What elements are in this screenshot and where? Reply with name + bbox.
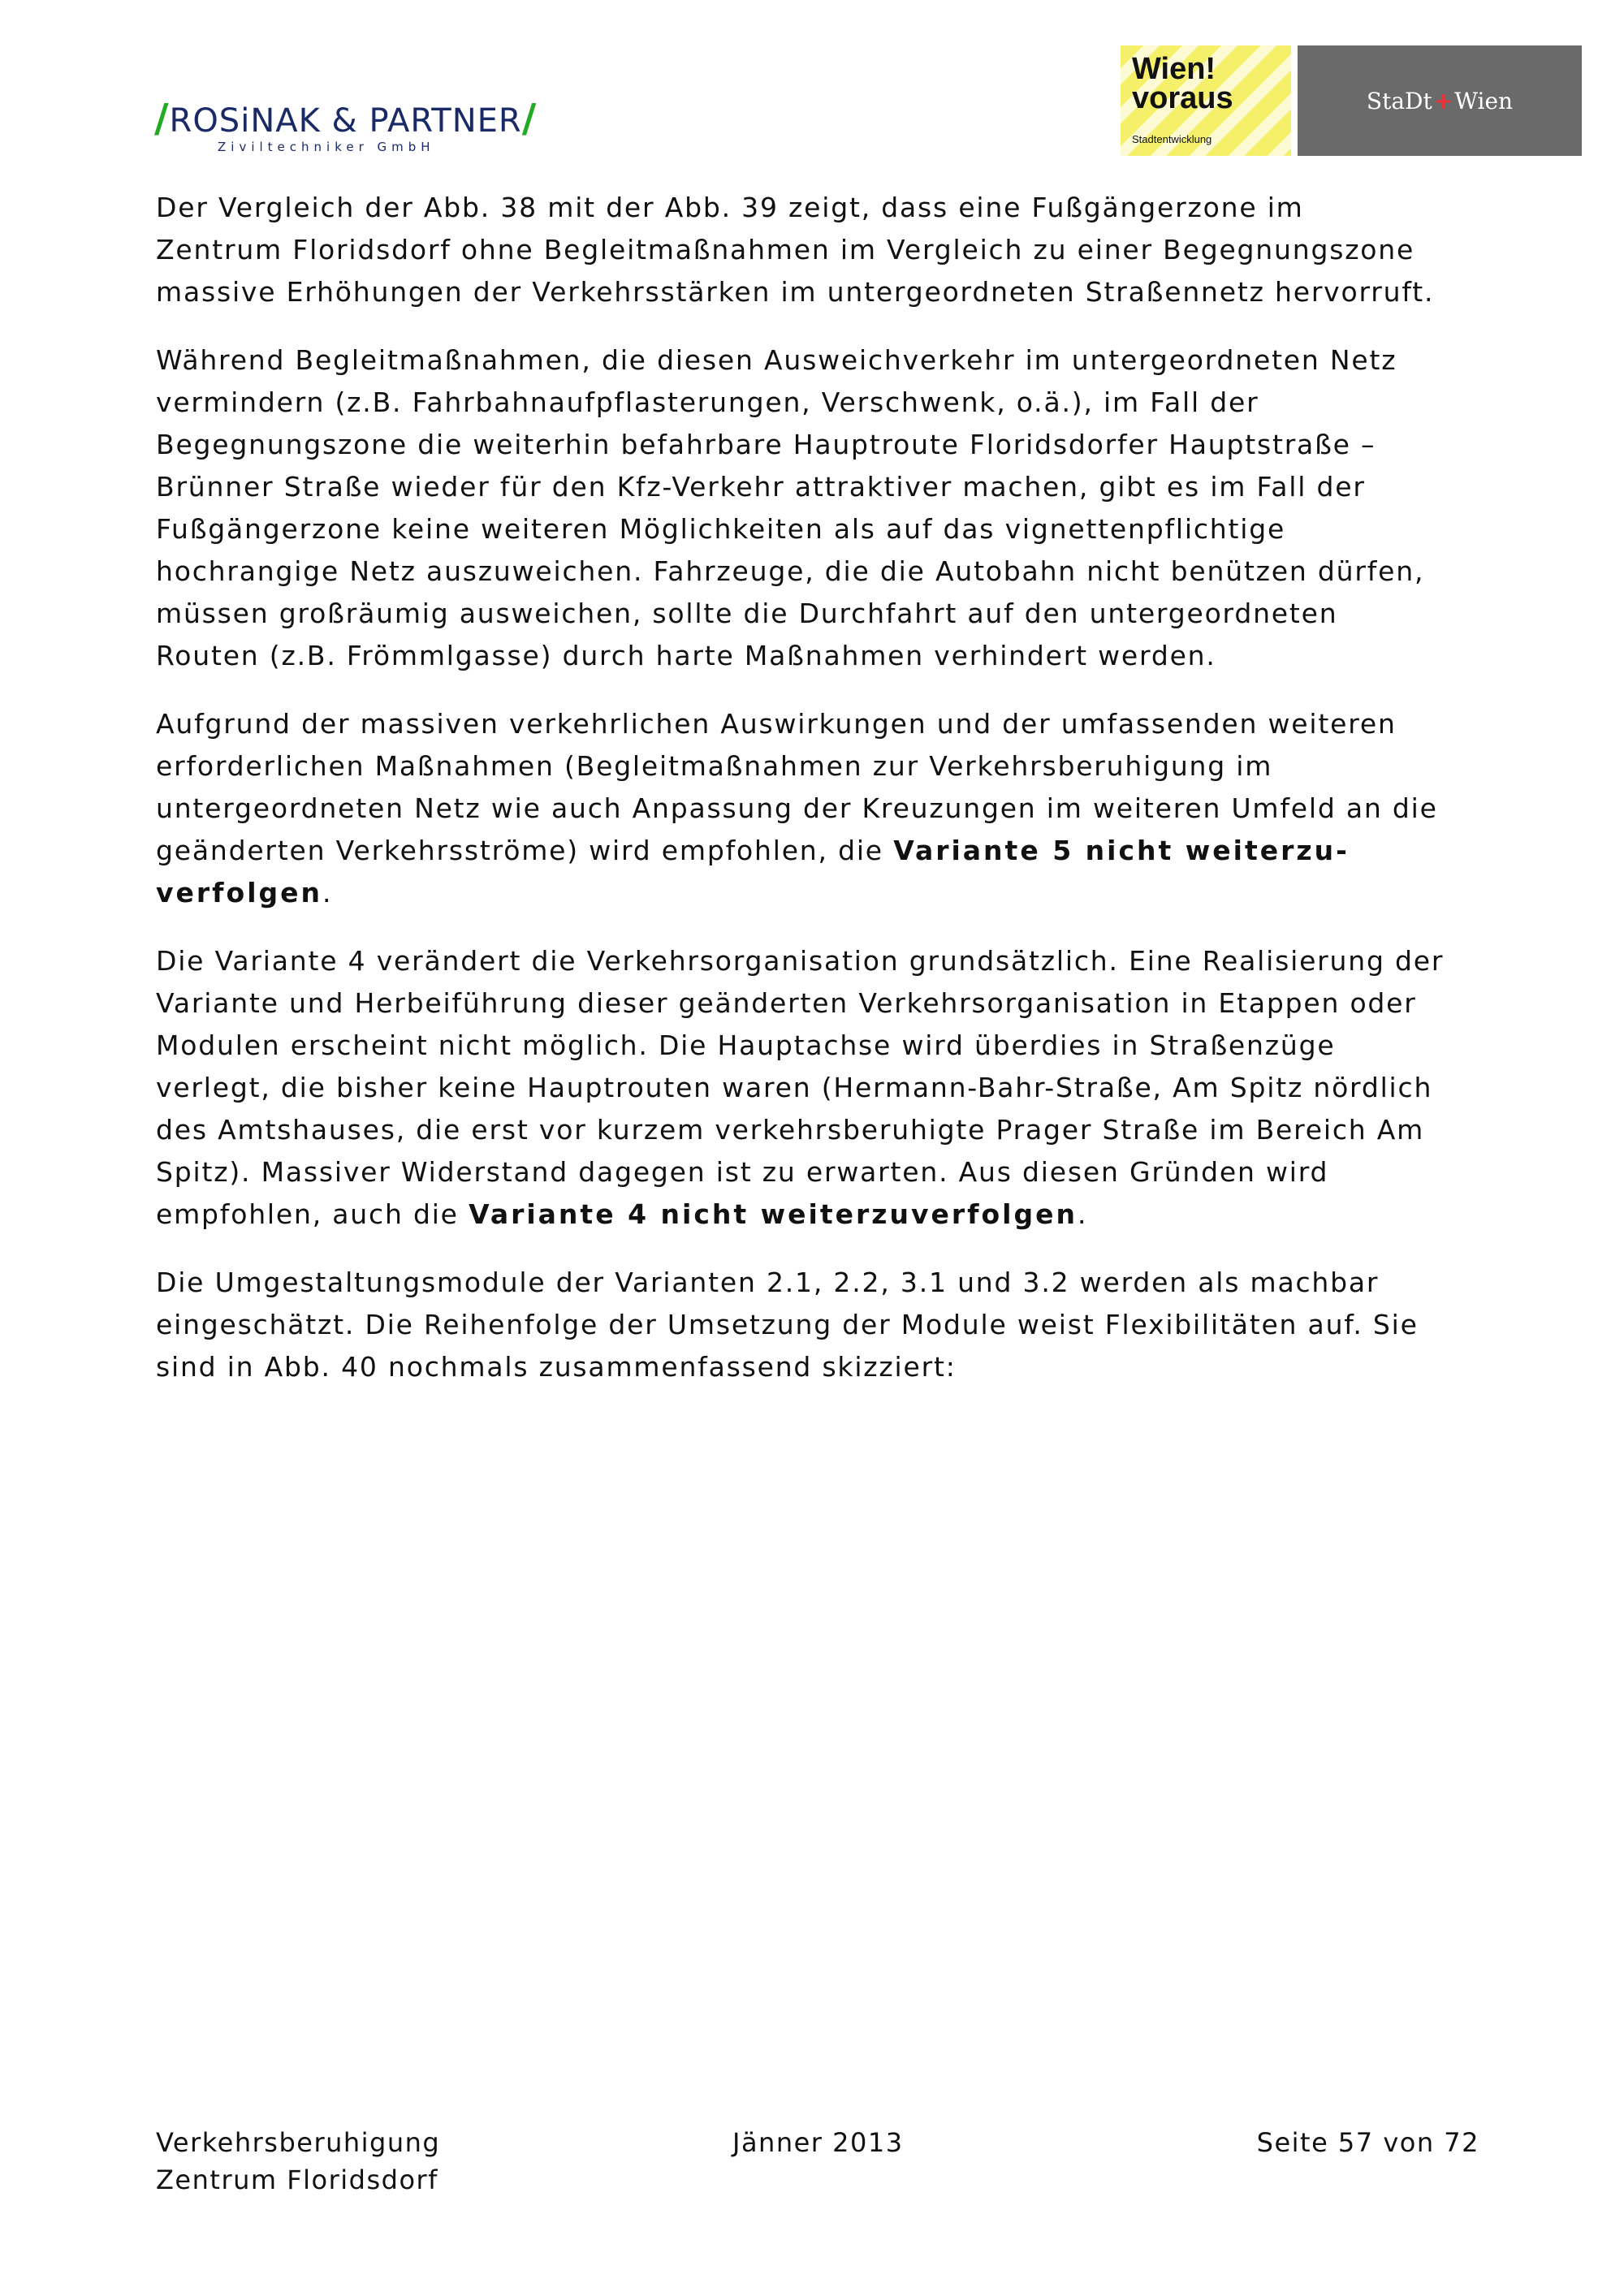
recommendation-variante-4: Variante 4 nicht weiterzuverfolgen	[469, 1198, 1078, 1230]
paragraph-2	[156, 339, 1496, 677]
text-line: Zentrum Floridsdorf ohne Begleitmaßnahmen im Vergleich zu einer Begegnungszone	[156, 234, 1415, 265]
text-line: des Amtshauses, die erst vor kurzem verkehrsberuhigte Prager Straße im Bereich Am	[156, 1114, 1425, 1146]
wien-voraus-logo	[1121, 45, 1291, 156]
wien-logos	[1121, 45, 1582, 156]
rosinak-logo-name: ROSiNAK & PARTNER	[169, 102, 522, 140]
paragraph-4	[156, 940, 1496, 1236]
footer-title-line1: Verkehrsberuhigung	[156, 2127, 441, 2158]
page-header	[0, 0, 1624, 179]
recommendation-variante-5-cont: verfolgen	[156, 877, 323, 908]
text-line: erforderlichen Maßnahmen (Begleitmaßnahmen zur Verkehrsberuhigung im	[156, 750, 1273, 782]
text-line	[156, 872, 1496, 914]
text-line: müssen großräumig ausweichen, sollte die Durchfahrt auf den untergeordneten	[156, 598, 1338, 629]
text-run: geänderten Verkehrsströme) wird empfohlen, die	[156, 835, 894, 866]
text-line: Fußgängerzone keine weiteren Möglichkeiten als auf das vignettenpflichtige	[156, 513, 1286, 545]
paragraph-3	[156, 703, 1496, 914]
wien-voraus-subtitle: Stadtentwicklung	[1132, 133, 1212, 145]
footer-title-line2: Zentrum Floridsdorf	[156, 2164, 438, 2195]
text-line: Begegnungszone die weiterhin befahrbare Hauptroute Floridsdorfer Hauptstraße –	[156, 429, 1376, 460]
rosinak-logo-subtitle: Ziviltechniker GmbH	[218, 140, 435, 154]
text-line: Modulen erscheint nicht möglich. Die Hauptachse wird überdies in Straßenzüge	[156, 1029, 1336, 1061]
document-body	[156, 187, 1496, 1414]
rosinak-partner-logo	[154, 96, 538, 164]
stadt-wien-wordmark	[1367, 88, 1513, 114]
text-line: eingeschätzt. Die Reihenfolge der Umsetzung der Module weist Flexibilitäten auf. Sie	[156, 1309, 1419, 1340]
stadt-wien-cross-icon: +	[1433, 87, 1453, 114]
logo-slash-right: /	[521, 96, 538, 141]
text-line: hochrangige Netz auszuweichen. Fahrzeuge, die die Autobahn nicht benützen dürfen,	[156, 555, 1425, 587]
footer-page-number: Seite 57 von 72	[1256, 2127, 1479, 2158]
text-line: Routen (z.B. Frömmlgasse) durch harte Maßnahmen verhindert werden.	[156, 640, 1216, 671]
text-line	[156, 830, 1496, 872]
text-line: untergeordneten Netz wie auch Anpassung der Kreuzungen im weiteren Umfeld an die	[156, 792, 1438, 824]
wien-voraus-line1: Wien!	[1132, 52, 1216, 86]
text-run: .	[1077, 1198, 1088, 1230]
text-line: Der Vergleich der Abb. 38 mit der Abb. 39 zeigt, dass eine Fußgängerzone im	[156, 192, 1304, 223]
text-line: Die Variante 4 verändert die Verkehrsorganisation grundsätzlich. Eine Realisierung der	[156, 945, 1445, 977]
text-line: Variante und Herbeiführung dieser geänderten Verkehrsorganisation in Etappen oder	[156, 987, 1417, 1019]
text-run: empfohlen, auch die	[156, 1198, 469, 1230]
footer-document-title	[156, 2124, 440, 2199]
logo-slash-left: /	[154, 96, 170, 141]
footer-date: Jänner 2013	[732, 2127, 904, 2158]
text-line: sind in Abb. 40 nochmals zusammenfassend skizziert:	[156, 1351, 957, 1383]
stadt-wien-logo	[1298, 45, 1582, 156]
page-footer	[156, 2124, 1479, 2213]
paragraph-5	[156, 1262, 1496, 1388]
text-line	[156, 1193, 1496, 1236]
text-line: Aufgrund der massiven verkehrlichen Auswirkungen und der umfassenden weiteren	[156, 708, 1397, 740]
rosinak-logo-wordmark	[154, 96, 538, 141]
wien-voraus-line2: voraus	[1132, 81, 1233, 115]
text-line: Spitz). Massiver Widerstand dagegen ist zu erwarten. Aus diesen Gründen wird	[156, 1156, 1329, 1188]
text-line: vermindern (z.B. Fahrbahnaufpflasterungen, Verschwenk, o.ä.), im Fall der	[156, 386, 1259, 418]
stadt-wien-right: Wien	[1454, 87, 1514, 114]
text-line: verlegt, die bisher keine Hauptrouten waren (Hermann-Bahr-Straße, Am Spitz nördlich	[156, 1072, 1433, 1103]
text-line: Die Umgestaltungsmodule der Varianten 2.1, 2.2, 3.1 und 3.2 werden als machbar	[156, 1267, 1380, 1298]
recommendation-variante-5: Variante 5 nicht weiterzu-	[893, 835, 1350, 866]
text-line: massive Erhöhungen der Verkehrsstärken im untergeordneten Straßennetz hervorruft.	[156, 276, 1435, 308]
paragraph-1	[156, 187, 1496, 313]
text-line: Brünner Straße wieder für den Kfz-Verkehr attraktiver machen, gibt es im Fall der	[156, 471, 1366, 503]
text-line: Während Begleitmaßnahmen, die diesen Ausweichverkehr im untergeordneten Netz	[156, 344, 1397, 376]
text-run: .	[322, 877, 333, 908]
stadt-wien-left: StaDt	[1366, 87, 1432, 114]
